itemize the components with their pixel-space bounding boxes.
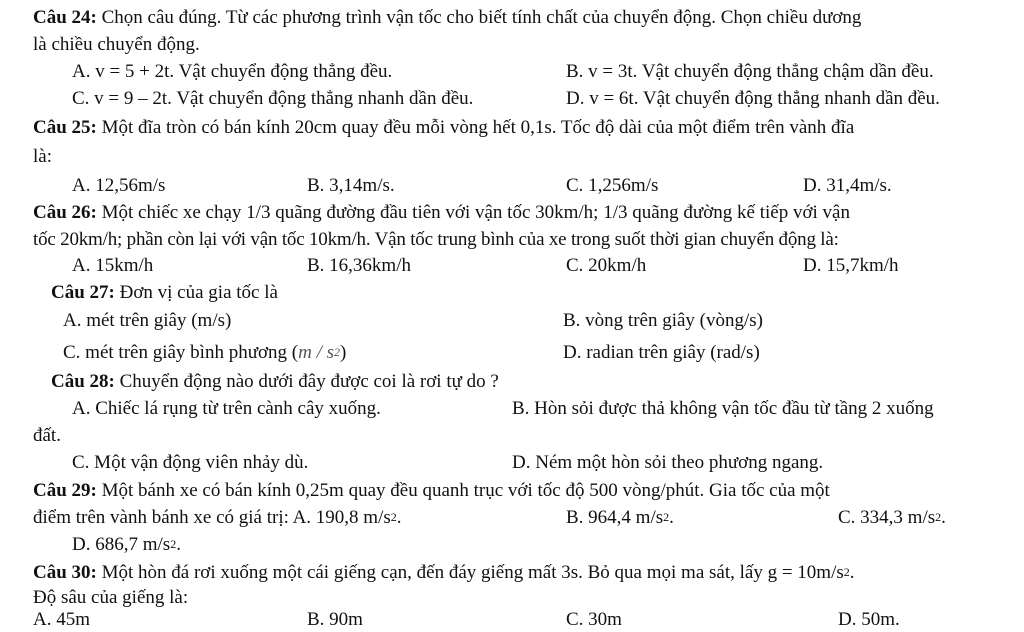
q29-option-a-exponent: 2 — [390, 510, 397, 524]
q27-option-a: A. mét trên giây (m/s) — [63, 310, 232, 331]
q27-option-d: D. radian trên giây (rad/s) — [563, 342, 760, 363]
q29-option-d-dot: . — [176, 534, 181, 555]
q30-number: Câu 30: — [33, 562, 97, 583]
q27-option-c — [63, 341, 346, 365]
q25-option-b: B. 3,14m/s. — [307, 175, 395, 196]
q24-option-c: C. v = 9 – 2t. Vật chuyển động thẳng nhanh dần đều. — [72, 88, 474, 109]
q27-option-c-close: ) — [340, 342, 347, 363]
q28-option-a: A. Chiếc lá rụng từ trên cành cây xuống. — [72, 398, 381, 419]
q30-line2: Độ sâu của giếng là: — [33, 587, 189, 608]
q29-option-c-dot: . — [941, 507, 946, 528]
q29-option-b — [566, 506, 674, 530]
q25-option-c: C. 1,256m/s — [566, 175, 659, 196]
q25-line2: là: — [33, 146, 52, 167]
q30-text: Một hòn đá rơi xuống một cái giếng cạn, đến đáy giếng mất 3s. Bỏ qua mọi ma sát, lấy g = 10m/s — [101, 562, 844, 583]
q26-text: Một chiếc xe chạy 1/3 quãng đường đầu tiên với vận tốc 30km/h; 1/3 quãng đường kế tiếp với vận — [101, 202, 850, 223]
q27-number: Câu 27: — [51, 282, 115, 303]
q24-option-d: D. v = 6t. Vật chuyển động thẳng nhanh dần đều. — [566, 88, 940, 109]
q29-option-a: điểm trên vành bánh xe có giá trị: A. 190,8 m/s — [33, 507, 391, 528]
q28-option-b: B. Hòn sỏi được thả không vận tốc đầu từ tầng 2 xuống — [512, 398, 934, 419]
q27-unit: m / s — [298, 342, 335, 363]
q25-line1 — [33, 116, 854, 140]
q29-option-d-exponent: 2 — [170, 537, 177, 551]
q29-line2 — [33, 506, 402, 530]
q29-option-b-dot: . — [669, 507, 674, 528]
q30-option-d: D. 50m. — [838, 609, 900, 630]
q30-line1 — [33, 561, 855, 585]
q28-text: Chuyển động nào dưới đây được coi là rơi tự do ? — [119, 371, 499, 392]
q29-option-d — [72, 533, 181, 557]
q28-number: Câu 28: — [51, 371, 115, 392]
q24-line2: là chiều chuyển động. — [33, 34, 200, 55]
q27-option-c-text: C. mét trên giây bình phương ( — [63, 342, 299, 363]
q26-line2: tốc 20km/h; phần còn lại với vận tốc 10km/h. Vận tốc trung bình của xe trong suốt thời gian chuyển động là: — [33, 229, 839, 250]
q24-option-a: A. v = 5 + 2t. Vật chuyển động thẳng đều. — [72, 61, 393, 82]
q24-option-b: B. v = 3t. Vật chuyển động thẳng chậm dần đều. — [566, 61, 934, 82]
q29-option-d-text: D. 686,7 m/s — [72, 534, 171, 555]
q28-option-b-cont: đất. — [33, 425, 61, 446]
q25-option-a: A. 12,56m/s — [72, 175, 166, 196]
q29-line1 — [33, 479, 830, 503]
q29-option-c-exponent: 2 — [935, 510, 942, 524]
q27-line1 — [51, 281, 278, 305]
q25-text: Một đĩa tròn có bán kính 20cm quay đều mỗi vòng hết 0,1s. Tốc độ dài của một điểm trên vành đĩa — [101, 117, 855, 138]
q28-option-c: C. Một vận động viên nhảy dù. — [72, 452, 309, 473]
q28-option-d: D. Ném một hòn sỏi theo phương ngang. — [512, 452, 824, 473]
q29-option-b-exponent: 2 — [663, 510, 670, 524]
q26-option-b: B. 16,36km/h — [307, 255, 411, 276]
q28-line1 — [51, 370, 499, 394]
q30-option-a: A. 45m — [33, 609, 90, 630]
q29-number: Câu 29: — [33, 480, 97, 501]
q24-text: Chọn câu đúng. Từ các phương trình vận tốc cho biết tính chất của chuyển động. Chọn chiều dương — [101, 7, 862, 28]
q27-unit-exponent: 2 — [334, 345, 341, 359]
q26-option-c: C. 20km/h — [566, 255, 647, 276]
q26-option-d: D. 15,7km/h — [803, 255, 899, 276]
q29-option-c — [838, 506, 946, 530]
q29-text: Một bánh xe có bán kính 0,25m quay đều quanh trục với tốc độ 500 vòng/phút. Gia tốc của một — [101, 480, 830, 501]
q27-option-b: B. vòng trên giây (vòng/s) — [563, 310, 764, 331]
q29-option-b-text: B. 964,4 m/s — [566, 507, 664, 528]
q26-number: Câu 26: — [33, 202, 97, 223]
q29-option-c-text: C. 334,3 m/s — [838, 507, 936, 528]
q30-exponent: 2 — [843, 565, 850, 579]
q27-text: Đơn vị của gia tốc là — [119, 282, 278, 303]
q29-option-a-dot: . — [396, 507, 402, 528]
q24-line1 — [33, 6, 861, 30]
q25-option-d: D. 31,4m/s. — [803, 175, 892, 196]
q25-number: Câu 25: — [33, 117, 97, 138]
q26-option-a: A. 15km/h — [72, 255, 154, 276]
q24-number: Câu 24: — [33, 7, 97, 28]
q30-dot: . — [849, 562, 855, 583]
q30-option-b: B. 90m — [307, 609, 363, 630]
q26-line1 — [33, 201, 850, 225]
q30-option-c: C. 30m — [566, 609, 622, 630]
